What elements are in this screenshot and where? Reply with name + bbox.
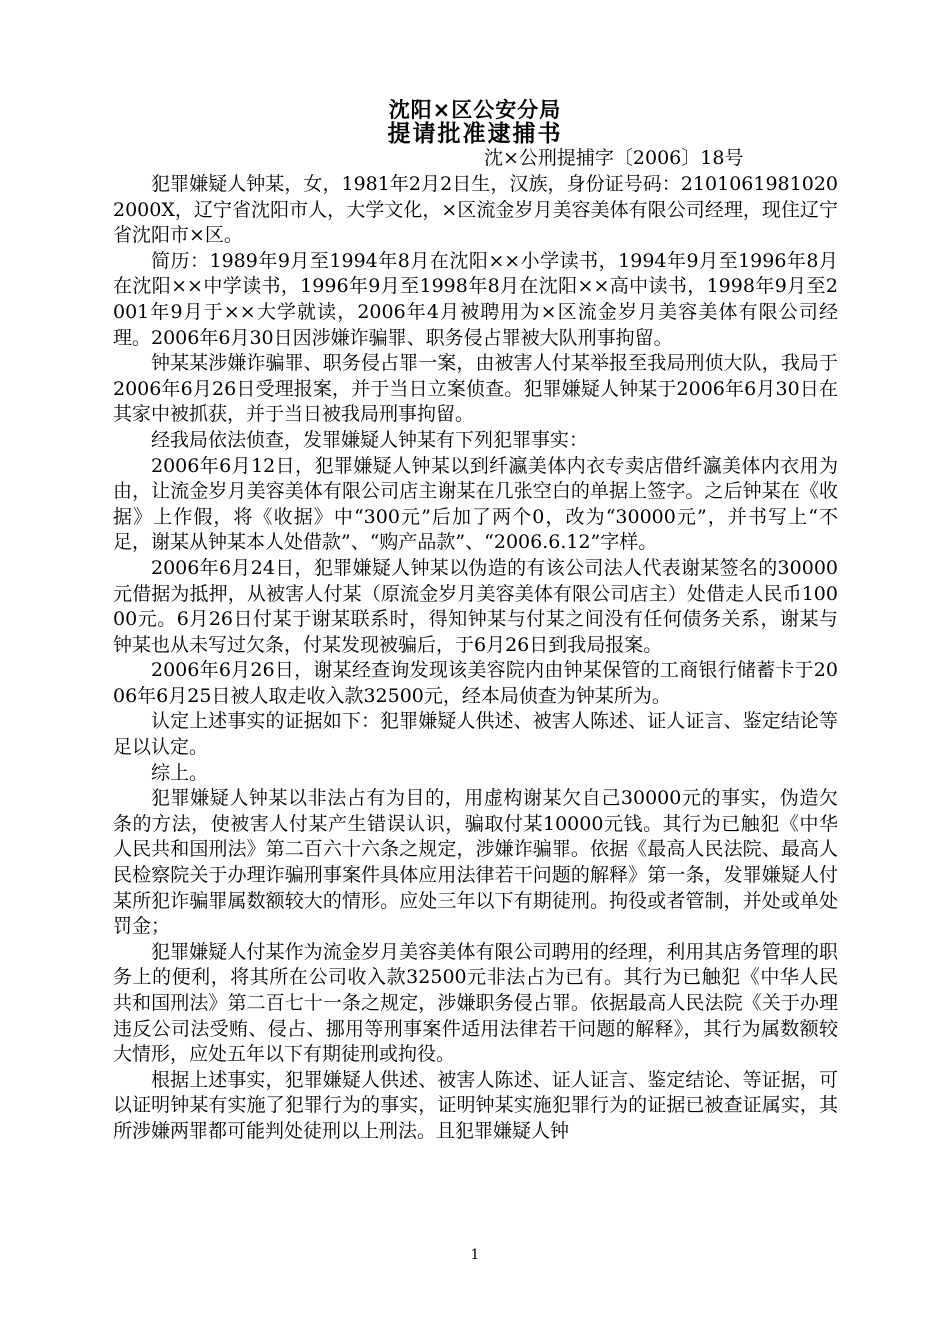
paragraph-conclusion: 根据上述事实，犯罪嫌疑人供述、被害人陈述、证人证言、鉴定结论、等证据，可以证明钟某有实施了犯罪行为的事实，证明钟某实施犯罪行为的证据已被查证属实，其所涉嫌两罪都可能判处徒刑以上刑法。且犯罪嫌疑人钟: [113, 1068, 838, 1142]
document-title: 提请批准逮捕书: [387, 121, 563, 147]
document-body: [113, 172, 838, 1145]
paragraph-resume: 简历：1989年9月至1994年8月在沈阳××小学读书，1994年9月至1996年8月在沈阳××中学读书，1996年9月至1998年8月在沈阳××高中读书，1998年9月至2001年9月于××大学就读，2006年4月被聘用为×区流金岁月美容美体有限公司经理。2006年6月30日因涉嫌诈骗罪、职务侵占罪被大队刑事拘留。: [113, 249, 838, 349]
paragraph-embezzlement-charge: 犯罪嫌疑人付某作为流金岁月美容美体有限公司聘用的经理，利用其店务管理的职务上的便利，将其所在公司收入款32500元非法占为已有。其行为已触犯《中华人民共和国刑法》第二百七十一条之规定，涉嫌职务侵占罪。依据最高人民法院《关于办理违反公司法受贿、侵占、挪用等刑事案件适用法律若干问题的解释》，其行为属数额较大情形，应处五年以下有期徒刑或拘役。: [113, 940, 838, 1066]
paragraph-suspect-info: 犯罪嫌疑人钟某，女，1981年2月2日生，汉族，身份证号码：21010619810202000X，辽宁省沈阳市人，大学文化，×区流金岁月美容美体有限公司经理，现住辽宁省沈阳市×区。: [113, 173, 838, 247]
paragraph-facts-intro: 经我局依法侦查，发罪嫌疑人钟某有下列犯罪事实：: [151, 428, 589, 451]
agency-heading: 沈阳×区公安分局: [388, 98, 562, 122]
paragraph-evidence: 认定上述事实的证据如下：犯罪嫌疑人供述、被害人陈述、证人证言、鉴定结论等足以认定。: [113, 710, 838, 759]
paragraph-fact-1: 2006年6月12日，犯罪嫌疑人钟某以到纤瀛美体内衣专卖店借纤瀛美体内衣用为由，让流金岁月美容美体有限公司店主谢某在几张空白的单据上签字。之后钟某在《收据》上作假，将《收据》中“300元”后加了两个0，改为“30000元”，并书写上“不足，谢某从钟某本人处借款”、“购产品款”、“2006.6.12”字样。: [113, 454, 838, 554]
paragraph-fact-3: 2006年6月26日，谢某经查询发现该美容院内由钟某保管的工商银行储蓄卡于2006年6月25日被人取走收入款32500元，经本局侦查为钟某所为。: [113, 659, 838, 707]
paragraph-summary: 综上。: [151, 761, 209, 784]
document-number: 沈×公刑提捕字〔2006〕18号: [484, 147, 744, 169]
paragraph-case-origin: 钟某某涉嫌诈骗罪、职务侵占罪一案，由被害人付某举报至我局刑侦大队，我局于2006年6月26日受理报案，并于当日立案侦查。犯罪嫌疑人钟某于2006年6月30日在其家中被抓获，并于当日被我局刑事拘留。: [113, 352, 838, 426]
paragraph-fact-2: 2006年6月24日，犯罪嫌疑人钟某以伪造的有该公司法人代表谢某签名的30000元借据为抵押，从被害人付某（原流金岁月美容美体有限公司店主）处借走人民币10000元。6月26日付某于谢某联系时，得知钟某与付某之间没有任何债务关系，谢某与钟某也从未写过欠条，付某发现被骗后，于6月26日到我局报案。: [113, 556, 838, 656]
paragraph-fraud-charge: 犯罪嫌疑人钟某以非法占有为目的，用虚构谢某欠自己30000元的事实，伪造欠条的方法，使被害人付某产生错误认识，骗取付某10000元钱。其行为已触犯《中华人民共和国刑法》第二百六十六条之规定，涉嫌诈骗罪。依据《最高人民法院、最高人民检察院关于办理诈骗刑事案件具体应用法律若干问题的解释》第一条，发罪嫌疑人付某所犯诈骗罪属数额较大的情形。应处三年以下有期徒刑。拘役或者管制，并处或单处罚金；: [113, 787, 838, 938]
page-number: 1: [470, 1247, 480, 1263]
